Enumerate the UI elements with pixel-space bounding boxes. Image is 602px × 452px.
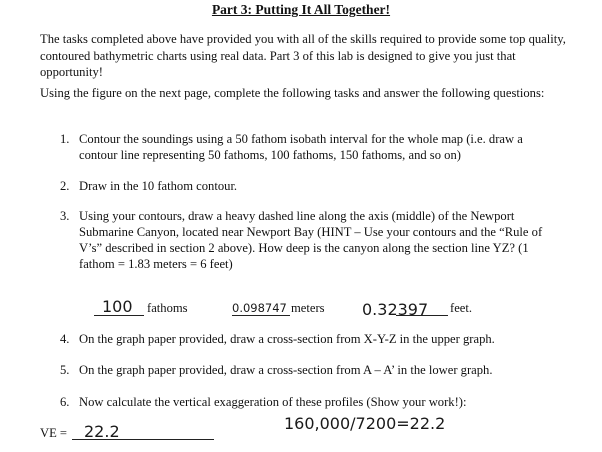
ve-work: 160,000/7200=22.2: [284, 414, 446, 433]
feet-unit: feet.: [450, 301, 473, 315]
intro-paragraph: The tasks completed above have provided you with all of the skills required to provide some top quality, contoured bathymetric charts using real data. Part 3 of this lab is designed to give you just that opportunity!: [40, 32, 566, 79]
task-text: Now calculate the vertical exaggeration of these profiles (Show your work!):: [79, 395, 467, 409]
task-1: [60, 131, 560, 163]
fathoms-blank: [94, 315, 144, 316]
feet-answer: 0.32397: [362, 300, 429, 319]
task-number: 6.: [60, 395, 70, 409]
fathoms-unit: fathoms: [147, 301, 188, 315]
task-2: [60, 178, 560, 194]
meters-unit: meters: [291, 301, 325, 315]
task-3: [60, 208, 560, 272]
task-text: On the graph paper provided, draw a cross-section from X-Y-Z in the upper graph.: [79, 332, 495, 346]
task-number: 4.: [60, 332, 70, 346]
instructions-paragraph: Using the figure on the next page, complete the following tasks and answer the following questions:: [40, 86, 545, 100]
task-5: [60, 362, 560, 378]
task-number: 5.: [60, 363, 70, 377]
feet-blank: [396, 315, 448, 316]
task-text: On the graph paper provided, draw a cross-section from A – A’ in the lower graph.: [79, 363, 493, 377]
ve-blank: [72, 439, 214, 440]
ve-label: VE =: [40, 426, 68, 440]
ve-answer: 22.2: [84, 422, 120, 441]
task-text: Draw in the 10 fathom contour.: [79, 179, 238, 193]
meters-blank: [232, 315, 290, 316]
page-title: Part 3: Putting It All Together!: [211, 2, 391, 17]
task-number: 3.: [60, 209, 70, 223]
task-text: Using your contours, draw a heavy dashed line along the axis (middle) of the Newport Submarine Canyon, located near Newport Bay (HINT – Use your contours and the “Rule of V’s” described in section 2 above). How deep is the canyon along the section line YZ? (1 fathom = 1.83 meters = 6 feet): [79, 209, 543, 271]
task-6: [60, 394, 560, 410]
task-number: 2.: [60, 179, 70, 193]
task-number: 1.: [60, 132, 70, 146]
task-4: [60, 331, 560, 347]
meters-answer: 0.098747: [232, 301, 287, 315]
task-text: Contour the soundings using a 50 fathom isobath interval for the whole map (i.e. draw a contour line representing 50 fathoms, 100 fathoms, 150 fathoms, and so on): [79, 132, 523, 162]
fathoms-answer: 100: [102, 297, 133, 316]
